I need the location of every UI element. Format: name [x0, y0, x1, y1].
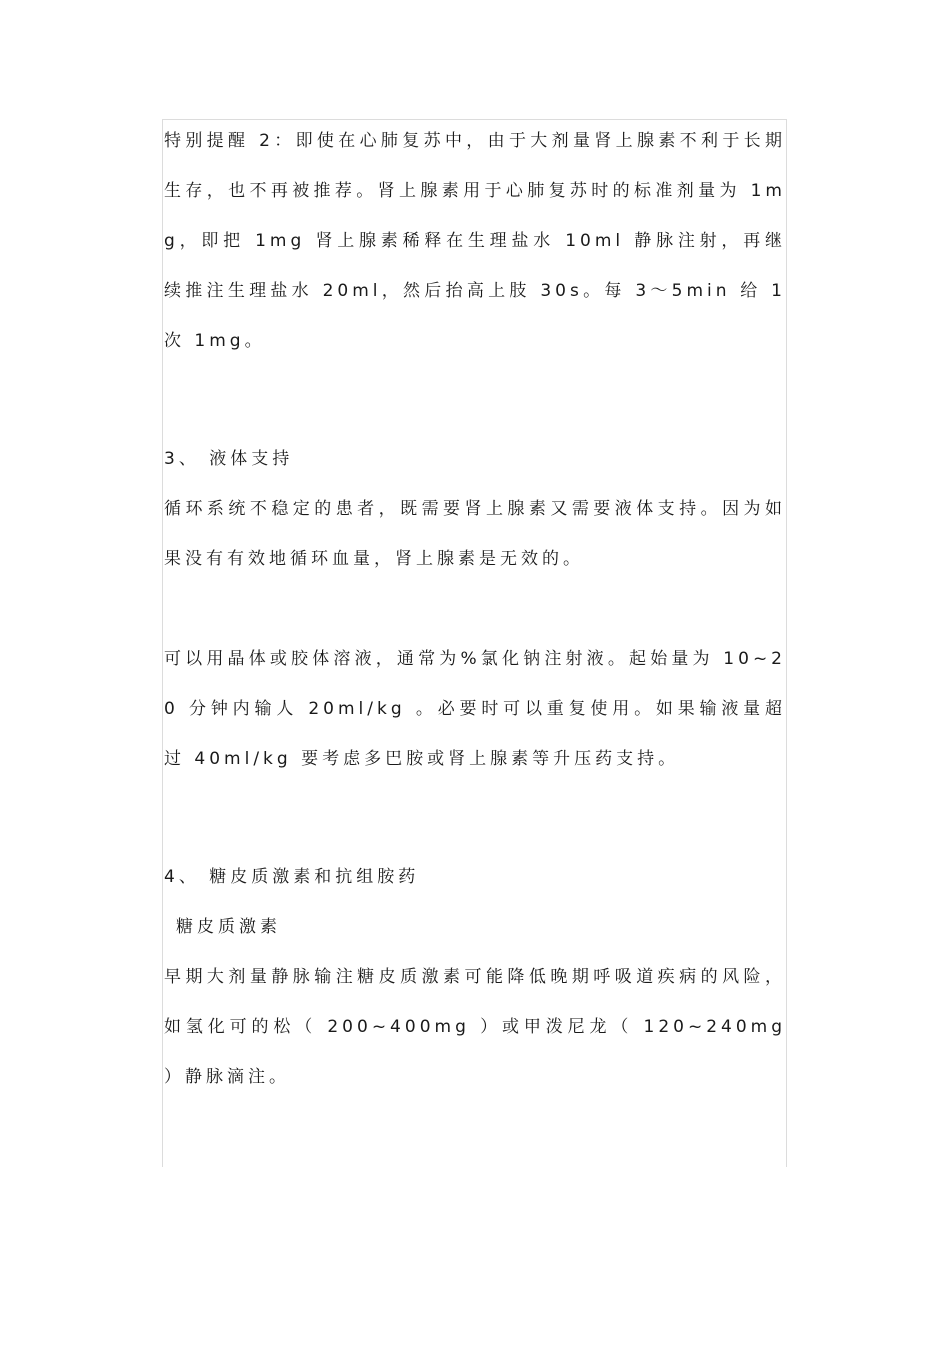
paragraph-glucocorticoid-dosing: 早期大剂量静脉输注糖皮质激素可能降低晚期呼吸道疾病的风险，如氢化可的松（ 200~400mg ）或甲泼尼龙（ 120~240mg ）静脉滴注。 [164, 967, 786, 1087]
section-heading-glucocorticoids-antihistamines: 4、 糖皮质激素和抗组胺药 [164, 867, 420, 887]
section-heading-fluid-support: 3、 液体支持 [164, 449, 294, 469]
subheading-glucocorticoids: 糖皮质激素 [176, 917, 281, 937]
paragraph-circulation-support: 循环系统不稳定的患者，既需要肾上腺素又需要液体支持。因为如果没有有效地循环血量，肾上腺素是无效的。 [164, 499, 786, 569]
paragraph-epinephrine-dose-reminder: 特别提醒 2：即使在心肺复苏中，由于大剂量肾上腺素不利于长期生存，也不再被推荐。肾上腺素用于心肺复苏时的标准剂量为 1mg，即把 1mg 肾上腺素稀释在生理盐水 10ml 静脉注射，再继续推注生理盐水 20ml，然后抬高上肢 30s。每 3～5min 给 1 次 1mg。 [164, 131, 786, 351]
paragraph-fluid-infusion: 可以用晶体或胶体溶液，通常为%氯化钠注射液。起始量为 10~20 分钟内输人 20ml/kg 。必要时可以重复使用。如果输液量超过 40ml/kg 要考虑多巴胺或肾上腺素等升压药支持。 [164, 649, 786, 769]
